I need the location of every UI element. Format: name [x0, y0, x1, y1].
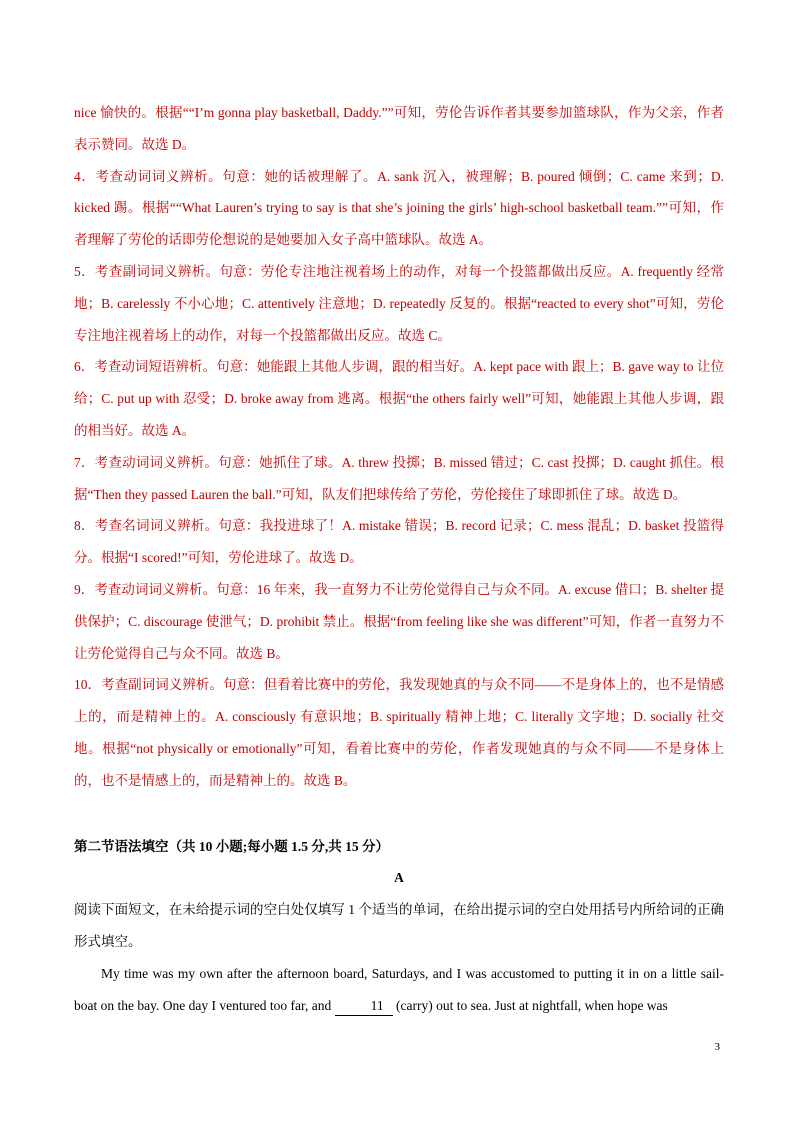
page-number: 3: [714, 1041, 720, 1053]
section-instructions: 阅读下面短文，在未给提示词的空白处仅填写 1 个适当的单词，在给出提示词的空白处用括号内所给词的正确形式填空。: [74, 902, 724, 949]
explanation-5: 5．考查副词词义辨析。句意：劳伦专注地注视着场上的动作，对每一个投篮都做出反应。A. frequently 经常地；B. carelessly 不小心地；C. attentively 注意地；D. repeatedly 反复的。根据“reacted to every shot”可知，劳伦专注地注视着场上的动作，对每一个投篮都做出反应。故选 C。: [74, 263, 724, 343]
blank-11: 11: [335, 997, 393, 1016]
explanation-10: 10．考查副词词义辨析。句意：但看着比赛中的劳伦，我发现她真的与众不同——不是身体上的，也不是情感上的，而是精神上的。A. consciously 有意识地；B. spiritually 精神上地；C. literally 文字地；D. socially 社交地。根据“not physically or emotionally”可知，看着比赛中的劳伦，作者发现她真的与众不同——不是身体上的，也不是情感上的，而是精神上的。故选 B。: [74, 677, 724, 788]
explanation-7: 7．考查动词词义辨析。句意：她抓住了球。A. threw 投掷；B. missed 错过；C. cast 投掷；D. caught 抓住。根据“Then they passed Lauren the ball.”可知，队友们把球传给了劳伦，劳伦接住了球即抓住了球。故选 D。: [74, 454, 724, 502]
explanation-9: 9．考查动词词义辨析。句意：16 年来，我一直努力不让劳伦觉得自己与众不同。A. excuse 借口；B. shelter 提供保护；C. discourage 使泄气；D. prohibit 禁止。根据“from feeling like she was different”可知，作者一直努力不让劳伦觉得自己与众不同。故选 B。: [74, 581, 724, 661]
passage-label: A: [394, 870, 404, 886]
explanation-6: 6．考查动词短语辨析。句意：她能跟上其他人步调，跟的相当好。A. kept pace with 跟上；B. gave way to 让位给；C. put up with 忍受；D. broke away from 逃离。根据“the others fairly well”可知，她能跟上其他人步调，跟的相当好。故选 A。: [74, 359, 724, 438]
section-heading: 第二节语法填空（共 10 小题;每小题 1.5 分,共 15 分）: [74, 838, 389, 854]
explanation-4: 4．考查动词词义辨析。句意：她的话被理解了。A. sank 沉入，被理解；B. poured 倾倒；C. came 来到；D. kicked 踢。根据““What Lauren’s trying to say is that she’s joining the girls’ high-school basketball team.””可知，作者理解了劳伦的话即劳伦想说的是她要加入女子高中篮球队。故选 A。: [74, 168, 724, 248]
page-content: [74, 97, 724, 1021]
explanation-8: 8．考查名词词义辨析。句意：我投进球了！A. mistake 错误；B. record 记录；C. mess 混乱；D. basket 投篮得分。根据“I scored!”可知，劳伦进球了。故选 D。: [74, 518, 724, 566]
passage-text-part2: (carry) out to sea. Just at nightfall, when hope was: [392, 997, 668, 1013]
passage-paragraph: [74, 958, 724, 1022]
explanation-3-end: nice 愉快的。根据““I’m gonna play basketball, Daddy.””可知，劳伦告诉作者其要参加篮球队，作为父亲，作者表示赞同。故选 D。: [74, 105, 724, 152]
passage-text-part1: My time was my own after the afternoon board, Saturdays, and I was accustomed to putting it in on a little sail-boat on the bay. One day I ventured too far, and: [74, 965, 724, 1013]
